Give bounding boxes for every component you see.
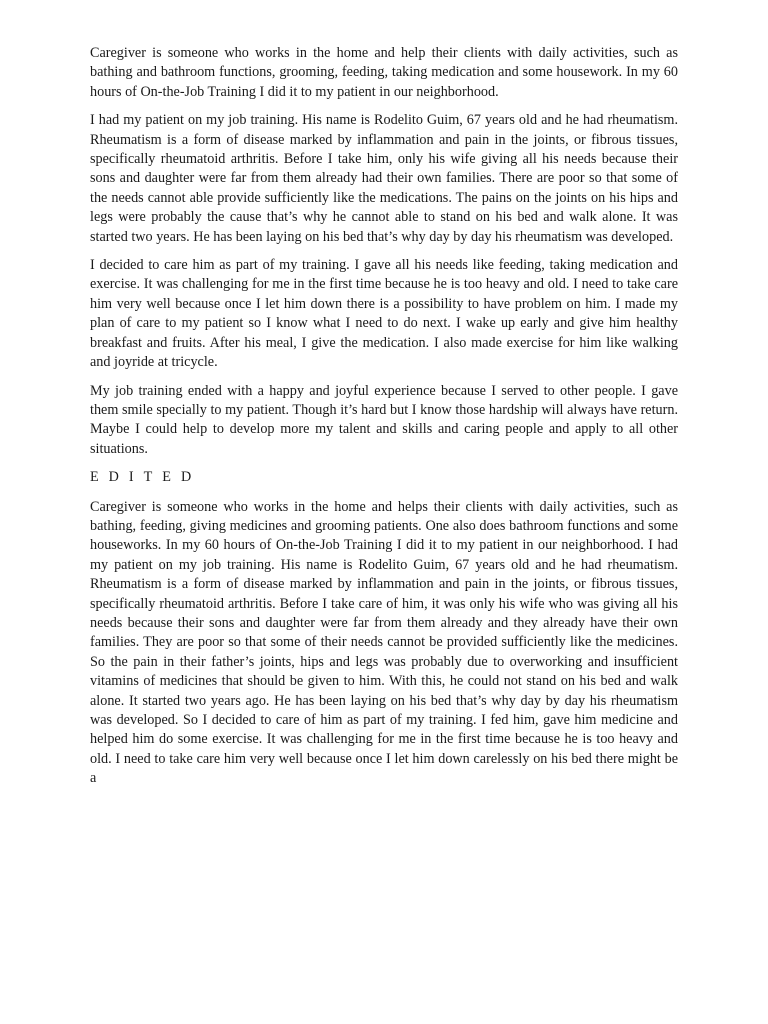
paragraph-intro: Caregiver is someone who works in the home and help their clients with daily activities, such as bathing and bathroom functions, grooming, feeding, taking medication and some housework. In my 60 hours of On-the-Job Training I did it to my patient in our neighborhood. [90, 45, 678, 100]
document-page [90, 44, 678, 798]
paragraph-edited: Caregiver is someone who works in the home and helps their clients with daily activities, such as bathing, feeding, giving medicines and grooming patients. One also does bathroom functions and some houseworks. In my 60 hours of On-the-Job Training I did it to my patient in our neighborhood. I had my patient on my job training. His name is Rodelito Guim, 67 years old and he had rheumatism. Rheumatism is a form of disease marked by inflammation and pain in the joints, or fibrous tissues, specifically rheumatoid arthritis. Before I take care of him, it was only his wife who was giving all his needs because their sons and daughter were far from them already and they already have their own families. They are poor so that some of their needs cannot be provided sufficiently like the medicines. So the pain in their father’s joints, hips and legs was probably due to overworking and insufficient vitamins of medicines that should be given to him. With this, he could not stand on his bed and walk alone. It started two years ago. He has been laying on his bed that’s why day by day his rheumatism was developed. So I decided to care of him as part of my training. I fed him, gave him medicine and helped him do some exercise. It was challenging for me in the first time because he is too heavy and old. I need to take care him very well because once I let him down carelessly on his bed there might be a [90, 498, 678, 787]
paragraph-patient: I had my patient on my job training. His name is Rodelito Guim, 67 years old and he had rheumatism. Rheumatism is a form of disease marked by inflammation and pain in the joints, or fibrous tissues, specifically rheumatoid arthritis. Before I take him, only his wife giving all his needs because their sons and daughter were far from them already had their own families. There are poor so that some of the needs cannot able provide sufficiently like the medications. The pains on the joints on his hips and legs were probably the cause that’s why he cannot able to stand on his bed and walk alone. It was started two years. He has been laying on his bed that’s why day by day his rheumatism was developed. [90, 112, 678, 245]
paragraph-care: I decided to care him as part of my training. I gave all his needs like feeding, taking medication and exercise. It was challenging for me in the first time because he is too heavy and old. I need to take care him very well because once I let him down there is a possibility to have problem on him. I made my plan of care to my patient so I know what I need to do next. I wake up early and give him healthy breakfast and fruits. After his meal, I give the medication. I also made exercise for him like walking and joyride at tricycle. [90, 257, 678, 371]
paragraph-conclusion: My job training ended with a happy and joyful experience because I served to other people. I gave them smile specially to my patient. Though it’s hard but I know those hardship will always have return. Maybe I could help to develop more my talent and skills and caring people and apply to all other situations. [90, 382, 678, 457]
edited-heading: EDITED [90, 469, 202, 486]
